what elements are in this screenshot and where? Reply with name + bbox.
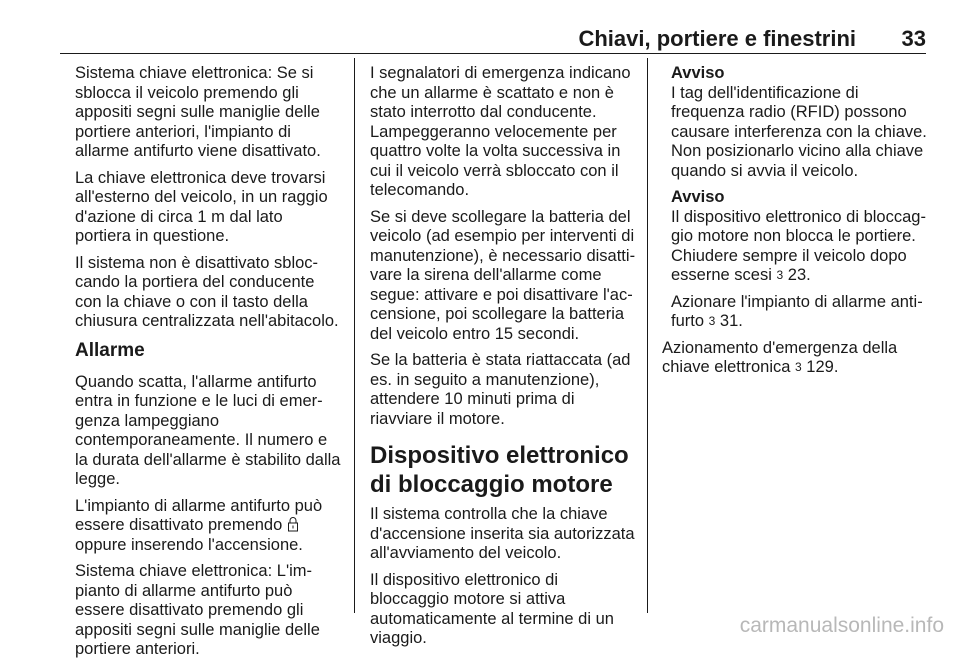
paragraph-text: oppure inserendo l'accensione. [75, 535, 303, 554]
paragraph [75, 497, 343, 556]
paragraph-text: L'impianto di allarme antifurto può essere disattivato premendo [75, 496, 323, 534]
section-heading-immobilizer: Dispositivo elettronico di bloccaggio motore [370, 442, 629, 498]
middle-column [370, 64, 638, 656]
paragraph: La chiave elettronica deve trovarsi all'esterno del veicolo, in un raggio d'azione di circa 1 m dal lato portiera in questione. [75, 168, 328, 245]
notice-text: Azionare l'impianto di allarme antifurto [671, 292, 923, 330]
notice-paragraph [671, 293, 932, 332]
page-reference-icon: 3 [795, 360, 802, 374]
header-rule [60, 53, 926, 54]
notice-text: I tag dell'identificazione di frequenza radio (RFID) possono causare interferenza con la chiave. Non posizionarlo vicino alla chiave quando si avvia il veicolo. [671, 83, 927, 180]
notice-label: Avviso [671, 188, 725, 206]
section-heading-allarme: Allarme [75, 339, 145, 361]
notice-label: Avviso [671, 64, 725, 82]
paragraph [662, 339, 932, 378]
notice-box [662, 64, 932, 332]
notice [671, 188, 932, 286]
right-column [662, 64, 932, 385]
paragraph: Quando scatta, l'allarme antifurto entra in funzione e le luci di emergenza lampeggiano contemporaneamente. Il numero e la durata dell'allarme è stabilito dalla legge. [75, 372, 341, 488]
paragraph: Se la batteria è stata riattaccata (ad es. in seguito a manutenzione), attendere 10 minuti prima di riavviare il motore. [370, 351, 631, 428]
paragraph-text: Azionamento d'emergenza della chiave elettronica [662, 338, 898, 376]
column-divider [354, 58, 355, 613]
column-divider [647, 58, 648, 613]
page-reference-icon: 3 [776, 268, 784, 282]
page-reference-icon: 3 [708, 314, 716, 328]
chapter-title: Chiavi, portiere e finestrini [578, 26, 856, 51]
watermark: carmanualsonline.info [739, 614, 944, 637]
paragraph: Sistema chiave elettronica: Se si sblocca il veicolo premendo gli appositi segni sulle maniglie delle portiere anteriori, l'impianto di allarme antifurto viene disattivato. [75, 64, 321, 160]
paragraph: Il sistema controlla che la chiave d'accensione inserita sia autorizzata all'avviamento del veicolo. [370, 505, 635, 562]
notice [671, 64, 932, 181]
paragraph: Il dispositivo elettronico di bloccaggio motore si attiva automaticamente al termine di un viaggio. [370, 570, 614, 647]
page-number: 33 [901, 26, 926, 51]
paragraph: Se si deve scollegare la batteria del veicolo (ad esempio per interventi di manutenzione), è necessario disattivare la sirena dell'allarme come segue: attivare e poi disattivare l'accensione, poi scollegare la batteria del veicolo entro 15 secondi. [370, 207, 636, 343]
paragraph: Il sistema non è disattivato sbloccando la portiera del conducente con la chiave o con il tasto della chiusura centralizzata nell'abitacolo. [75, 253, 339, 330]
paragraph: I segnalatori di emergenza indicano che un allarme è scattato e non è stato interrotto dal conducente. Lampeggeranno velocemente per quattro volte la volta successiva in cui il veicolo verrà sbloccato con il telecomando. [370, 64, 631, 199]
page-reference-link[interactable]: 23. [787, 266, 811, 284]
page-reference-link[interactable]: 31. [719, 312, 743, 330]
lock-icon [287, 516, 299, 532]
page-header [60, 27, 926, 51]
paragraph: Sistema chiave elettronica: L'impianto di allarme antifurto può essere disattivato premendo gli appositi segni sulle maniglie delle portiere anteriori. [75, 562, 320, 658]
page-reference-link[interactable]: 129. [806, 358, 839, 376]
left-column [75, 64, 343, 667]
notice-text: Il dispositivo elettronico di bloccaggio motore non blocca le portiere. Chiudere sempre il veicolo dopo esserne scesi [671, 207, 926, 284]
